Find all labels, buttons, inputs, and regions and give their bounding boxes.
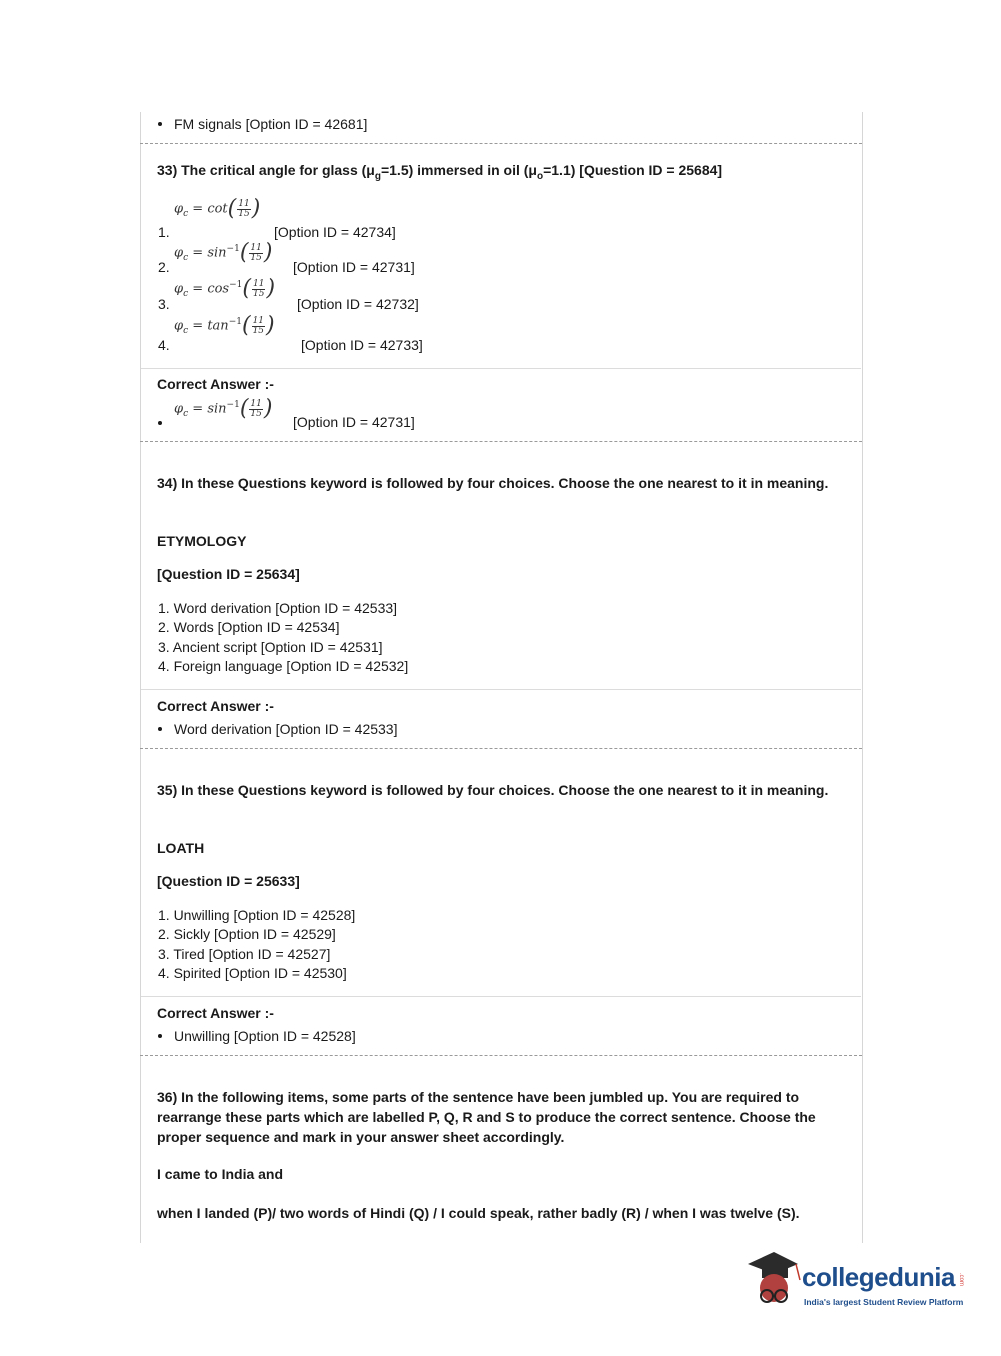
divider [140, 143, 862, 144]
option-1-number: 1. [158, 224, 170, 240]
correct-answer-label: Correct Answer :- [157, 698, 274, 714]
divider [140, 748, 862, 749]
option-4: 4. Foreign language [Option ID = 42532] [158, 658, 409, 674]
option-4-id: [Option ID = 42733] [301, 337, 423, 353]
option-2-number: 2. [158, 259, 170, 275]
option-1-formula: $\varphi_c = \cot$( $\frac{11}{15}$ ) [174, 196, 261, 221]
correct-answer-label: Correct Answer :- [157, 376, 274, 392]
separator [141, 368, 861, 369]
option-2-formula: $\varphi_c = \sin^{-1}$( $\frac{11}{15}$ ) [174, 240, 273, 265]
logo-wordmark: collegedunia [802, 1262, 955, 1292]
bullet [158, 1034, 162, 1038]
divider [140, 441, 862, 442]
divider [140, 1055, 862, 1056]
option-4-number: 4. [158, 337, 170, 353]
option-2: 2. Sickly [Option ID = 42529] [158, 926, 336, 942]
question-36: 36) In the following items, some parts of the sentence have been jumbled up. You are required to rearrange these parts which are labelled P, Q, R and S to produce the correct sentence. Choose the proper sequence and mark in your answer sheet accordingly. [157, 1089, 816, 1145]
separator [141, 689, 861, 690]
option-1: 1. Word derivation [Option ID = 42533] [158, 600, 398, 616]
logo-domain: .com [958, 1273, 964, 1287]
bullet [158, 727, 162, 731]
sentence-stem: I came to India and [157, 1166, 284, 1182]
correct-answer: Unwilling [Option ID = 42528] [174, 1028, 356, 1044]
question-33: 33) The critical angle for glass $(\mu_g=1.5)$ immersed in oil $(\mu_o=1.1)$ [Question ID = 25684] [157, 162, 723, 182]
option-1-id: [Option ID = 42734] [274, 224, 396, 240]
question-35: 35) In these Questions keyword is followed by four choices. Choose the one nearest to it in meaning. [157, 782, 829, 798]
keyword: LOATH [157, 840, 205, 856]
option-3-number: 3. [158, 296, 170, 312]
option-2: 2. Words [Option ID = 42534] [158, 619, 340, 635]
option-3-id: [Option ID = 42732] [297, 296, 419, 312]
jumbled-parts: when I landed (P)/ two words of Hindi (Q) / I could speak, rather badly (R) / when I was twelve (S). [157, 1205, 800, 1221]
option-3: 3. Tired [Option ID = 42527] [158, 946, 331, 962]
question-id: [Question ID = 25633] [157, 873, 300, 889]
option-3: 3. Ancient script [Option ID = 42531] [158, 639, 383, 655]
option-4-formula: $\varphi_c = \tan^{-1}$( $\frac{11}{15}$ ) [174, 313, 275, 338]
option-1: 1. Unwilling [Option ID = 42528] [158, 907, 356, 923]
option-2-id: [Option ID = 42731] [293, 259, 415, 275]
mascot-icon [748, 1252, 800, 1302]
logo-tagline: India's largest Student Review Platform [804, 1297, 964, 1307]
correct-answer-formula: $\varphi_c = \sin^{-1}$( $\frac{11}{15}$ ) [174, 396, 273, 421]
option-4: 4. Spirited [Option ID = 42530] [158, 965, 347, 981]
correct-answer: Word derivation [Option ID = 42533] [174, 721, 398, 737]
separator [141, 996, 861, 997]
option-text: FM signals [Option ID = 42681] [174, 116, 368, 132]
question-id: [Question ID = 25634] [157, 566, 300, 582]
correct-answer-label: Correct Answer :- [157, 1005, 274, 1021]
bullet [158, 122, 162, 126]
option-3-formula: $\varphi_c = \cos^{-1}$( $\frac{11}{15}$ ) [174, 276, 276, 301]
question-34: 34) In these Questions keyword is followed by four choices. Choose the one nearest to it in meaning. [157, 475, 829, 491]
bullet [158, 421, 162, 425]
correct-answer-id: [Option ID = 42731] [293, 414, 415, 430]
keyword: ETYMOLOGY [157, 533, 247, 549]
